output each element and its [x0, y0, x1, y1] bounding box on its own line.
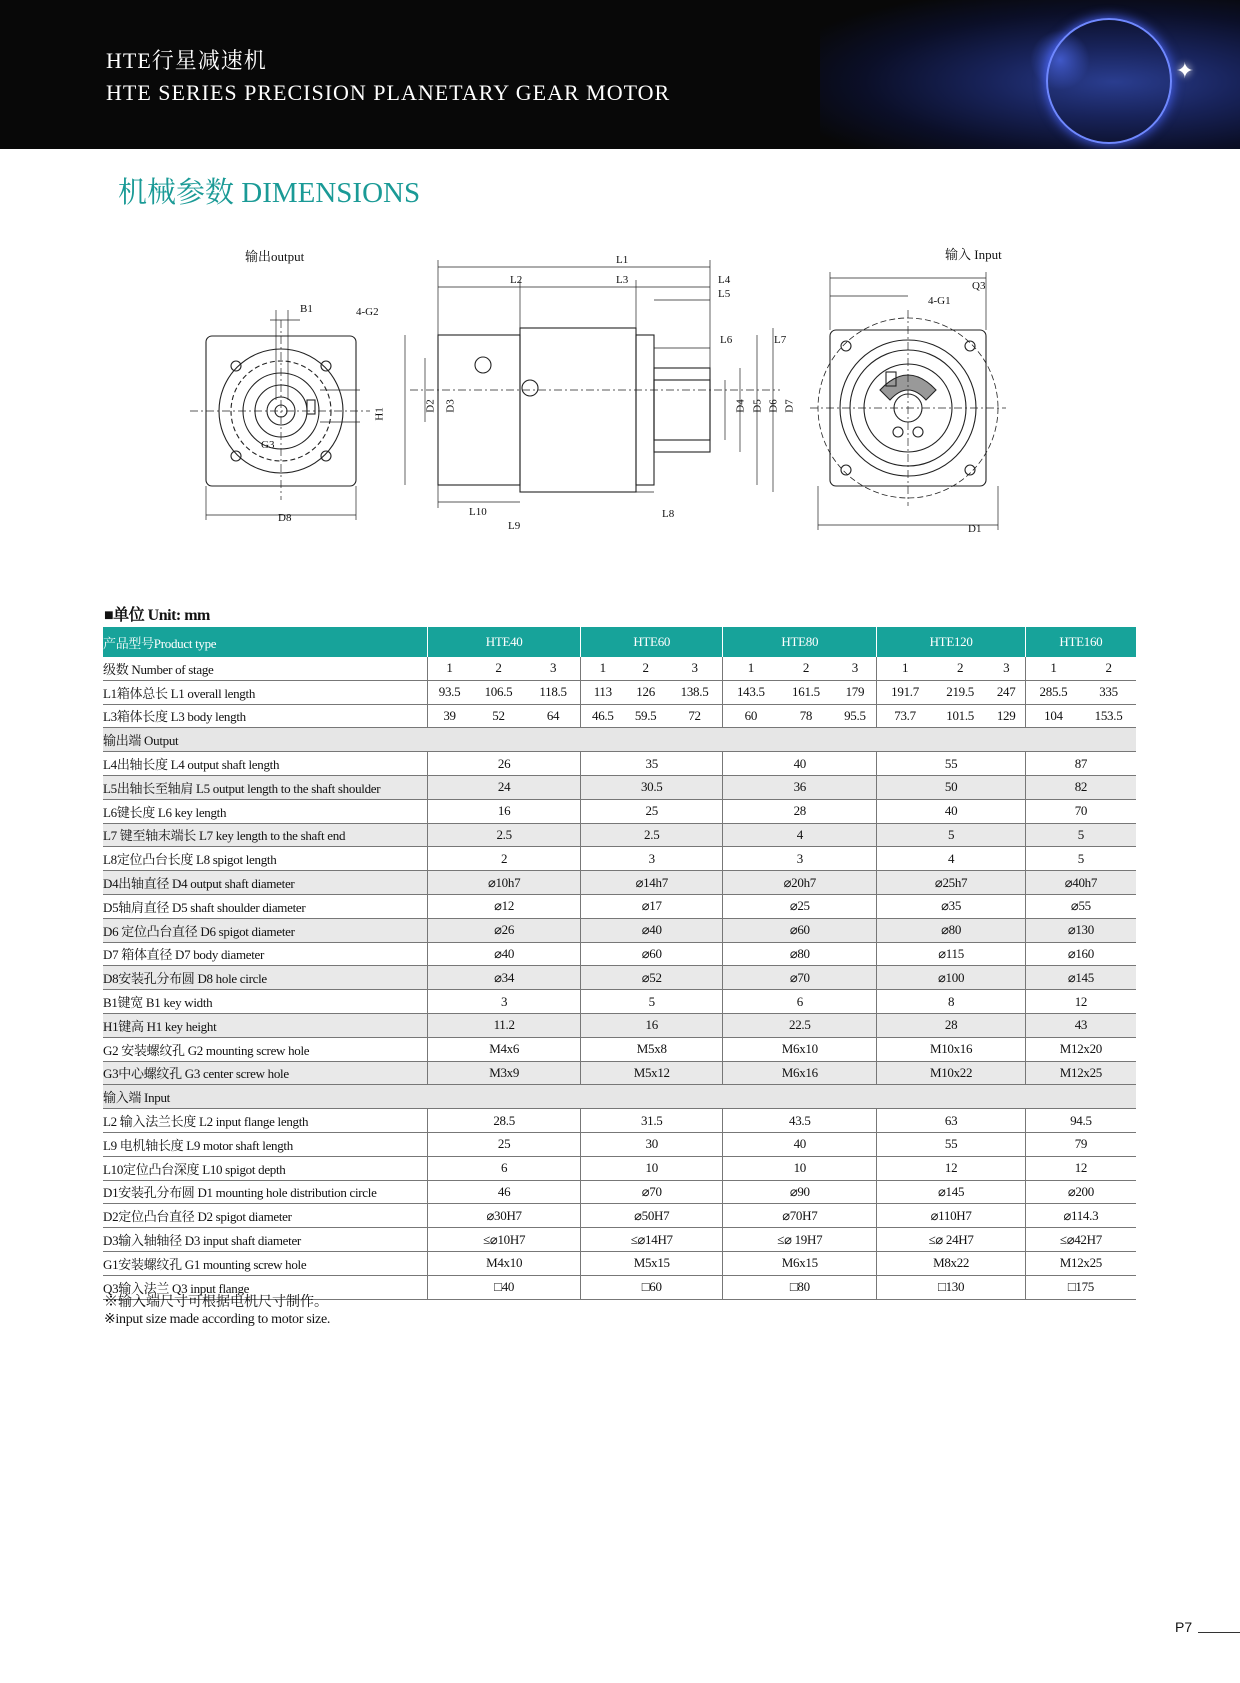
- row-value: 30: [581, 1132, 723, 1156]
- row-value: ⌀80: [877, 918, 1025, 942]
- row-label: D6 定位凸台直径 D6 spigot diameter: [103, 918, 428, 942]
- row-value: 28: [723, 799, 877, 823]
- stage-row: [103, 657, 1136, 680]
- row-label: D8安装孔分布圆 D8 hole circle: [103, 966, 428, 990]
- dim-d8: D8: [278, 512, 292, 524]
- table-row: [103, 1109, 1136, 1133]
- row-value: 22.5: [723, 1013, 877, 1037]
- row-label: G2 安装螺纹孔 G2 mounting screw hole: [103, 1037, 428, 1061]
- stage-row-cell: 1: [581, 657, 625, 680]
- row-label: D3输入轴轴径 D3 input shaft diameter: [103, 1228, 428, 1252]
- dim-h1: H1: [373, 407, 386, 421]
- row-value: 5: [877, 823, 1025, 847]
- stage-row-cell: 3: [667, 657, 723, 680]
- row-value: 31.5: [581, 1109, 723, 1133]
- output-section-row: [103, 728, 1136, 752]
- row-value: ⌀145: [1025, 966, 1136, 990]
- row-value: ⌀35: [877, 894, 1025, 918]
- dim-l3: L3: [616, 274, 629, 286]
- table-row: [103, 942, 1136, 966]
- l3-row-cell: 46.5: [581, 704, 625, 728]
- header-title-cn: HTE行星减速机: [106, 48, 267, 73]
- row-value: M10x22: [877, 1061, 1025, 1085]
- row-value: 82: [1025, 775, 1136, 799]
- dim-d7: D7: [783, 399, 796, 413]
- row-value: 35: [581, 752, 723, 776]
- l3-row-cell: 129: [988, 704, 1026, 728]
- row-value: 30.5: [581, 775, 723, 799]
- row-value: ⌀25h7: [877, 871, 1025, 895]
- l3-row-cell: 104: [1025, 704, 1081, 728]
- table-row: [103, 918, 1136, 942]
- dim-l10: L10: [469, 506, 487, 518]
- row-value: 10: [723, 1156, 877, 1180]
- stage-row-cell: 2: [624, 657, 667, 680]
- row-value: M6x15: [723, 1251, 877, 1275]
- row-value: 3: [428, 990, 581, 1014]
- row-value: ⌀70: [723, 966, 877, 990]
- row-value: 79: [1025, 1132, 1136, 1156]
- row-value: ⌀20h7: [723, 871, 877, 895]
- row-label: H1键高 H1 key height: [103, 1013, 428, 1037]
- stage-row-cell: 1: [428, 657, 472, 680]
- row-value: □80: [723, 1275, 877, 1299]
- unit-label: ■单位 Unit: mm: [104, 607, 210, 624]
- row-value: 87: [1025, 752, 1136, 776]
- dim-d3: D3: [444, 399, 457, 413]
- table-row: [103, 966, 1136, 990]
- row-value: ⌀40: [581, 918, 723, 942]
- row-label: D7 箱体直径 D7 body diameter: [103, 942, 428, 966]
- l3-row-cell: 52: [471, 704, 526, 728]
- row-value: M5x15: [581, 1251, 723, 1275]
- dim-d2: D2: [424, 399, 437, 413]
- row-value: ⌀60: [581, 942, 723, 966]
- row-value: ⌀50H7: [581, 1204, 723, 1228]
- row-value: 25: [428, 1132, 581, 1156]
- row-value: 4: [723, 823, 877, 847]
- row-value: 5: [1025, 823, 1136, 847]
- row-label: L2 输入法兰长度 L2 input flange length: [103, 1109, 428, 1133]
- row-value: 36: [723, 775, 877, 799]
- section-title: 机械参数 DIMENSIONS: [118, 177, 421, 209]
- star-icon: ✦: [1175, 58, 1194, 83]
- row-value: ⌀100: [877, 966, 1025, 990]
- row-value: ⌀110H7: [877, 1204, 1025, 1228]
- row-value: 16: [581, 1013, 723, 1037]
- note-en: ※input size made according to motor size.: [104, 1312, 331, 1327]
- l1-row-cell: 113: [581, 680, 625, 704]
- dim-d4: D4: [734, 399, 747, 413]
- row-value: □175: [1025, 1275, 1136, 1299]
- row-value: ⌀30H7: [428, 1204, 581, 1228]
- dim-g1: 4-G1: [928, 295, 951, 307]
- row-value: 40: [723, 1132, 877, 1156]
- stage-row-cell: 1: [1025, 657, 1081, 680]
- table-row: [103, 1228, 1136, 1252]
- row-value: ≤⌀14H7: [581, 1228, 723, 1252]
- row-value: ≤⌀ 24H7: [877, 1228, 1025, 1252]
- dim-d1: D1: [968, 523, 982, 535]
- l3-row-cell: 60: [723, 704, 779, 728]
- table-row: [103, 847, 1136, 871]
- stage-row-cell: 2: [779, 657, 834, 680]
- model-hte40: HTE40: [428, 627, 581, 657]
- row-value: ⌀17: [581, 894, 723, 918]
- row-value: 6: [723, 990, 877, 1014]
- row-label: L8定位凸台长度 L8 spigot length: [103, 847, 428, 871]
- dim-b1: B1: [300, 303, 313, 315]
- table-header-row: [103, 627, 1136, 657]
- header-banner: [0, 0, 1240, 149]
- l1-row-cell: 247: [988, 680, 1026, 704]
- l1-row-cell: 179: [833, 680, 877, 704]
- l1-row-cell: 285.5: [1025, 680, 1081, 704]
- row-value: 28: [877, 1013, 1025, 1037]
- dim-l7: L7: [774, 334, 787, 346]
- stage-row-cell: 3: [833, 657, 877, 680]
- input-label: 输入 Input: [945, 247, 1002, 262]
- row-value: ≤⌀42H7: [1025, 1228, 1136, 1252]
- table-row: [103, 752, 1136, 776]
- dim-l1: L1: [616, 254, 629, 266]
- row-label: Q3输入法兰 Q3 input flange: [103, 1275, 428, 1299]
- row-value: ⌀70H7: [723, 1204, 877, 1228]
- row-value: ≤⌀10H7: [428, 1228, 581, 1252]
- row-value: M8x22: [877, 1251, 1025, 1275]
- row-value: 25: [581, 799, 723, 823]
- row-value: 12: [877, 1156, 1025, 1180]
- row-label: G1安装螺纹孔 G1 mounting screw hole: [103, 1251, 428, 1275]
- technical-drawings: [180, 240, 1080, 550]
- stage-row-cell: 2: [1081, 657, 1136, 680]
- row-value: M12x25: [1025, 1251, 1136, 1275]
- row-value: 43: [1025, 1013, 1136, 1037]
- dim-l8: L8: [662, 508, 675, 520]
- table-row: [103, 1132, 1136, 1156]
- l3-row-label: L3箱体长度 L3 body length: [103, 704, 428, 728]
- output-label: 输出output: [245, 249, 305, 264]
- l3-row-cell: 39: [428, 704, 472, 728]
- table-row: [103, 1251, 1136, 1275]
- row-value: ⌀26: [428, 918, 581, 942]
- l1-row-cell: 106.5: [471, 680, 526, 704]
- row-value: 16: [428, 799, 581, 823]
- input-section-row-label: 输入端 Input: [103, 1085, 1136, 1109]
- table-row: [103, 990, 1136, 1014]
- row-value: M5x12: [581, 1061, 723, 1085]
- model-hte160: HTE160: [1025, 627, 1136, 657]
- row-value: 2: [428, 847, 581, 871]
- row-value: 55: [877, 1132, 1025, 1156]
- l1-row-cell: 93.5: [428, 680, 472, 704]
- dim-l9: L9: [508, 520, 521, 532]
- input-view: [810, 272, 1006, 530]
- l3-row-cell: 101.5: [933, 704, 988, 728]
- l1-row-cell: 138.5: [667, 680, 723, 704]
- row-value: M6x10: [723, 1037, 877, 1061]
- row-label: D4出轴直径 D4 output shaft diameter: [103, 871, 428, 895]
- row-value: M4x6: [428, 1037, 581, 1061]
- product-type-label: 产品型号Product type: [103, 627, 428, 657]
- row-value: 4: [877, 847, 1025, 871]
- row-value: 46: [428, 1180, 581, 1204]
- model-hte60: HTE60: [581, 627, 723, 657]
- stage-row-cell: 1: [877, 657, 933, 680]
- row-value: ⌀145: [877, 1180, 1025, 1204]
- output-view: [190, 310, 370, 520]
- dim-l4: L4: [718, 274, 731, 286]
- l1-row-cell: 191.7: [877, 680, 933, 704]
- row-value: M12x25: [1025, 1061, 1136, 1085]
- row-value: 43.5: [723, 1109, 877, 1133]
- stage-row-cell: 1: [723, 657, 779, 680]
- l3-row-cell: 64: [526, 704, 581, 728]
- row-value: ⌀70: [581, 1180, 723, 1204]
- l3-row-cell: 95.5: [833, 704, 877, 728]
- row-value: 11.2: [428, 1013, 581, 1037]
- row-value: ⌀34: [428, 966, 581, 990]
- stage-row-cell: 3: [988, 657, 1026, 680]
- row-value: M6x16: [723, 1061, 877, 1085]
- row-value: ⌀25: [723, 894, 877, 918]
- table-row: [103, 894, 1136, 918]
- row-value: M5x8: [581, 1037, 723, 1061]
- row-value: □40: [428, 1275, 581, 1299]
- row-label: L5出轴长至轴肩 L5 output length to the shaft shoulder: [103, 775, 428, 799]
- row-label: L10定位凸台深度 L10 spigot depth: [103, 1156, 428, 1180]
- dim-g2: 4-G2: [356, 306, 379, 318]
- row-label: D2定位凸台直径 D2 spigot diameter: [103, 1204, 428, 1228]
- row-value: 24: [428, 775, 581, 799]
- row-value: 8: [877, 990, 1025, 1014]
- row-value: ⌀40: [428, 942, 581, 966]
- row-value: ⌀114.3: [1025, 1204, 1136, 1228]
- row-value: 5: [1025, 847, 1136, 871]
- model-hte80: HTE80: [723, 627, 877, 657]
- l1-row-cell: 219.5: [933, 680, 988, 704]
- row-value: 70: [1025, 799, 1136, 823]
- page-number-rule: [1198, 1632, 1240, 1633]
- table-row: [103, 1156, 1136, 1180]
- row-value: ⌀52: [581, 966, 723, 990]
- table-row: [103, 1180, 1136, 1204]
- row-label: G3中心螺纹孔 G3 center screw hole: [103, 1061, 428, 1085]
- table-row: [103, 775, 1136, 799]
- l1-row-cell: 118.5: [526, 680, 581, 704]
- row-value: ⌀130: [1025, 918, 1136, 942]
- l3-row-cell: 153.5: [1081, 704, 1136, 728]
- table-row: [103, 871, 1136, 895]
- table-row: [103, 1037, 1136, 1061]
- l1-row: [103, 680, 1136, 704]
- row-value: ⌀60: [723, 918, 877, 942]
- stage-row-cell: 2: [471, 657, 526, 680]
- table-row: [103, 1013, 1136, 1037]
- row-label: D1安装孔分布圆 D1 mounting hole distribution circle: [103, 1180, 428, 1204]
- l1-row-cell: 335: [1081, 680, 1136, 704]
- drawing-svg: [180, 240, 1080, 550]
- l3-row-cell: 78: [779, 704, 834, 728]
- dim-q3: Q3: [972, 280, 986, 292]
- note-cn: ※输入端尺寸可根据电机尺寸制作。: [104, 1295, 328, 1310]
- dim-l5: L5: [718, 288, 731, 300]
- row-value: ⌀55: [1025, 894, 1136, 918]
- row-value: 3: [723, 847, 877, 871]
- row-value: □60: [581, 1275, 723, 1299]
- row-value: ⌀200: [1025, 1180, 1136, 1204]
- row-value: 40: [877, 799, 1025, 823]
- row-value: ⌀80: [723, 942, 877, 966]
- row-value: 2.5: [428, 823, 581, 847]
- table-row: [103, 799, 1136, 823]
- row-value: M12x20: [1025, 1037, 1136, 1061]
- row-value: 6: [428, 1156, 581, 1180]
- row-value: ⌀40h7: [1025, 871, 1136, 895]
- row-value: 55: [877, 752, 1025, 776]
- header-title-en: HTE SERIES PRECISION PLANETARY GEAR MOTOR: [106, 80, 671, 105]
- row-value: M3x9: [428, 1061, 581, 1085]
- row-label: L7 键至轴末端长 L7 key length to the shaft end: [103, 823, 428, 847]
- row-value: 28.5: [428, 1109, 581, 1133]
- spec-table: [103, 627, 1136, 1300]
- l1-row-cell: 143.5: [723, 680, 779, 704]
- page-number: P7: [1175, 1619, 1193, 1635]
- row-value: ⌀115: [877, 942, 1025, 966]
- row-value: ⌀160: [1025, 942, 1136, 966]
- row-value: □130: [877, 1275, 1025, 1299]
- table-row: [103, 823, 1136, 847]
- l3-row-cell: 73.7: [877, 704, 933, 728]
- row-label: B1键宽 B1 key width: [103, 990, 428, 1014]
- output-section-row-label: 输出端 Output: [103, 728, 1136, 752]
- table-row: [103, 1204, 1136, 1228]
- l3-row-cell: 72: [667, 704, 723, 728]
- model-hte120: HTE120: [877, 627, 1025, 657]
- row-value: ⌀10h7: [428, 871, 581, 895]
- row-value: 50: [877, 775, 1025, 799]
- row-value: 26: [428, 752, 581, 776]
- row-label: L4出轴长度 L4 output shaft length: [103, 752, 428, 776]
- row-value: 40: [723, 752, 877, 776]
- dim-d6: D6: [767, 399, 780, 413]
- stage-row-label: 级数 Number of stage: [103, 657, 428, 680]
- row-label: D5轴肩直径 D5 shaft shoulder diameter: [103, 894, 428, 918]
- row-value: M10x16: [877, 1037, 1025, 1061]
- row-label: L9 电机轴长度 L9 motor shaft length: [103, 1132, 428, 1156]
- dim-g3: G3: [261, 439, 275, 451]
- l1-row-cell: 161.5: [779, 680, 834, 704]
- row-value: 12: [1025, 990, 1136, 1014]
- row-value: 3: [581, 847, 723, 871]
- input-section-row: [103, 1085, 1136, 1109]
- row-value: 94.5: [1025, 1109, 1136, 1133]
- stage-row-cell: 3: [526, 657, 581, 680]
- row-value: 10: [581, 1156, 723, 1180]
- dim-d5: D5: [751, 399, 764, 413]
- row-value: ⌀12: [428, 894, 581, 918]
- row-value: 63: [877, 1109, 1025, 1133]
- header-decor-ring: [1046, 18, 1172, 144]
- row-value: M4x10: [428, 1251, 581, 1275]
- row-value: 2.5: [581, 823, 723, 847]
- row-value: ⌀90: [723, 1180, 877, 1204]
- dim-l6: L6: [720, 334, 733, 346]
- l3-row-cell: 59.5: [624, 704, 667, 728]
- row-value: 5: [581, 990, 723, 1014]
- row-value: ⌀14h7: [581, 871, 723, 895]
- dim-l2: L2: [510, 274, 523, 286]
- row-value: ≤⌀ 19H7: [723, 1228, 877, 1252]
- row-value: 12: [1025, 1156, 1136, 1180]
- l1-row-cell: 126: [624, 680, 667, 704]
- table-row: [103, 1061, 1136, 1085]
- l3-row: [103, 704, 1136, 728]
- row-label: L6键长度 L6 key length: [103, 799, 428, 823]
- l1-row-label: L1箱体总长 L1 overall length: [103, 680, 428, 704]
- stage-row-cell: 2: [933, 657, 988, 680]
